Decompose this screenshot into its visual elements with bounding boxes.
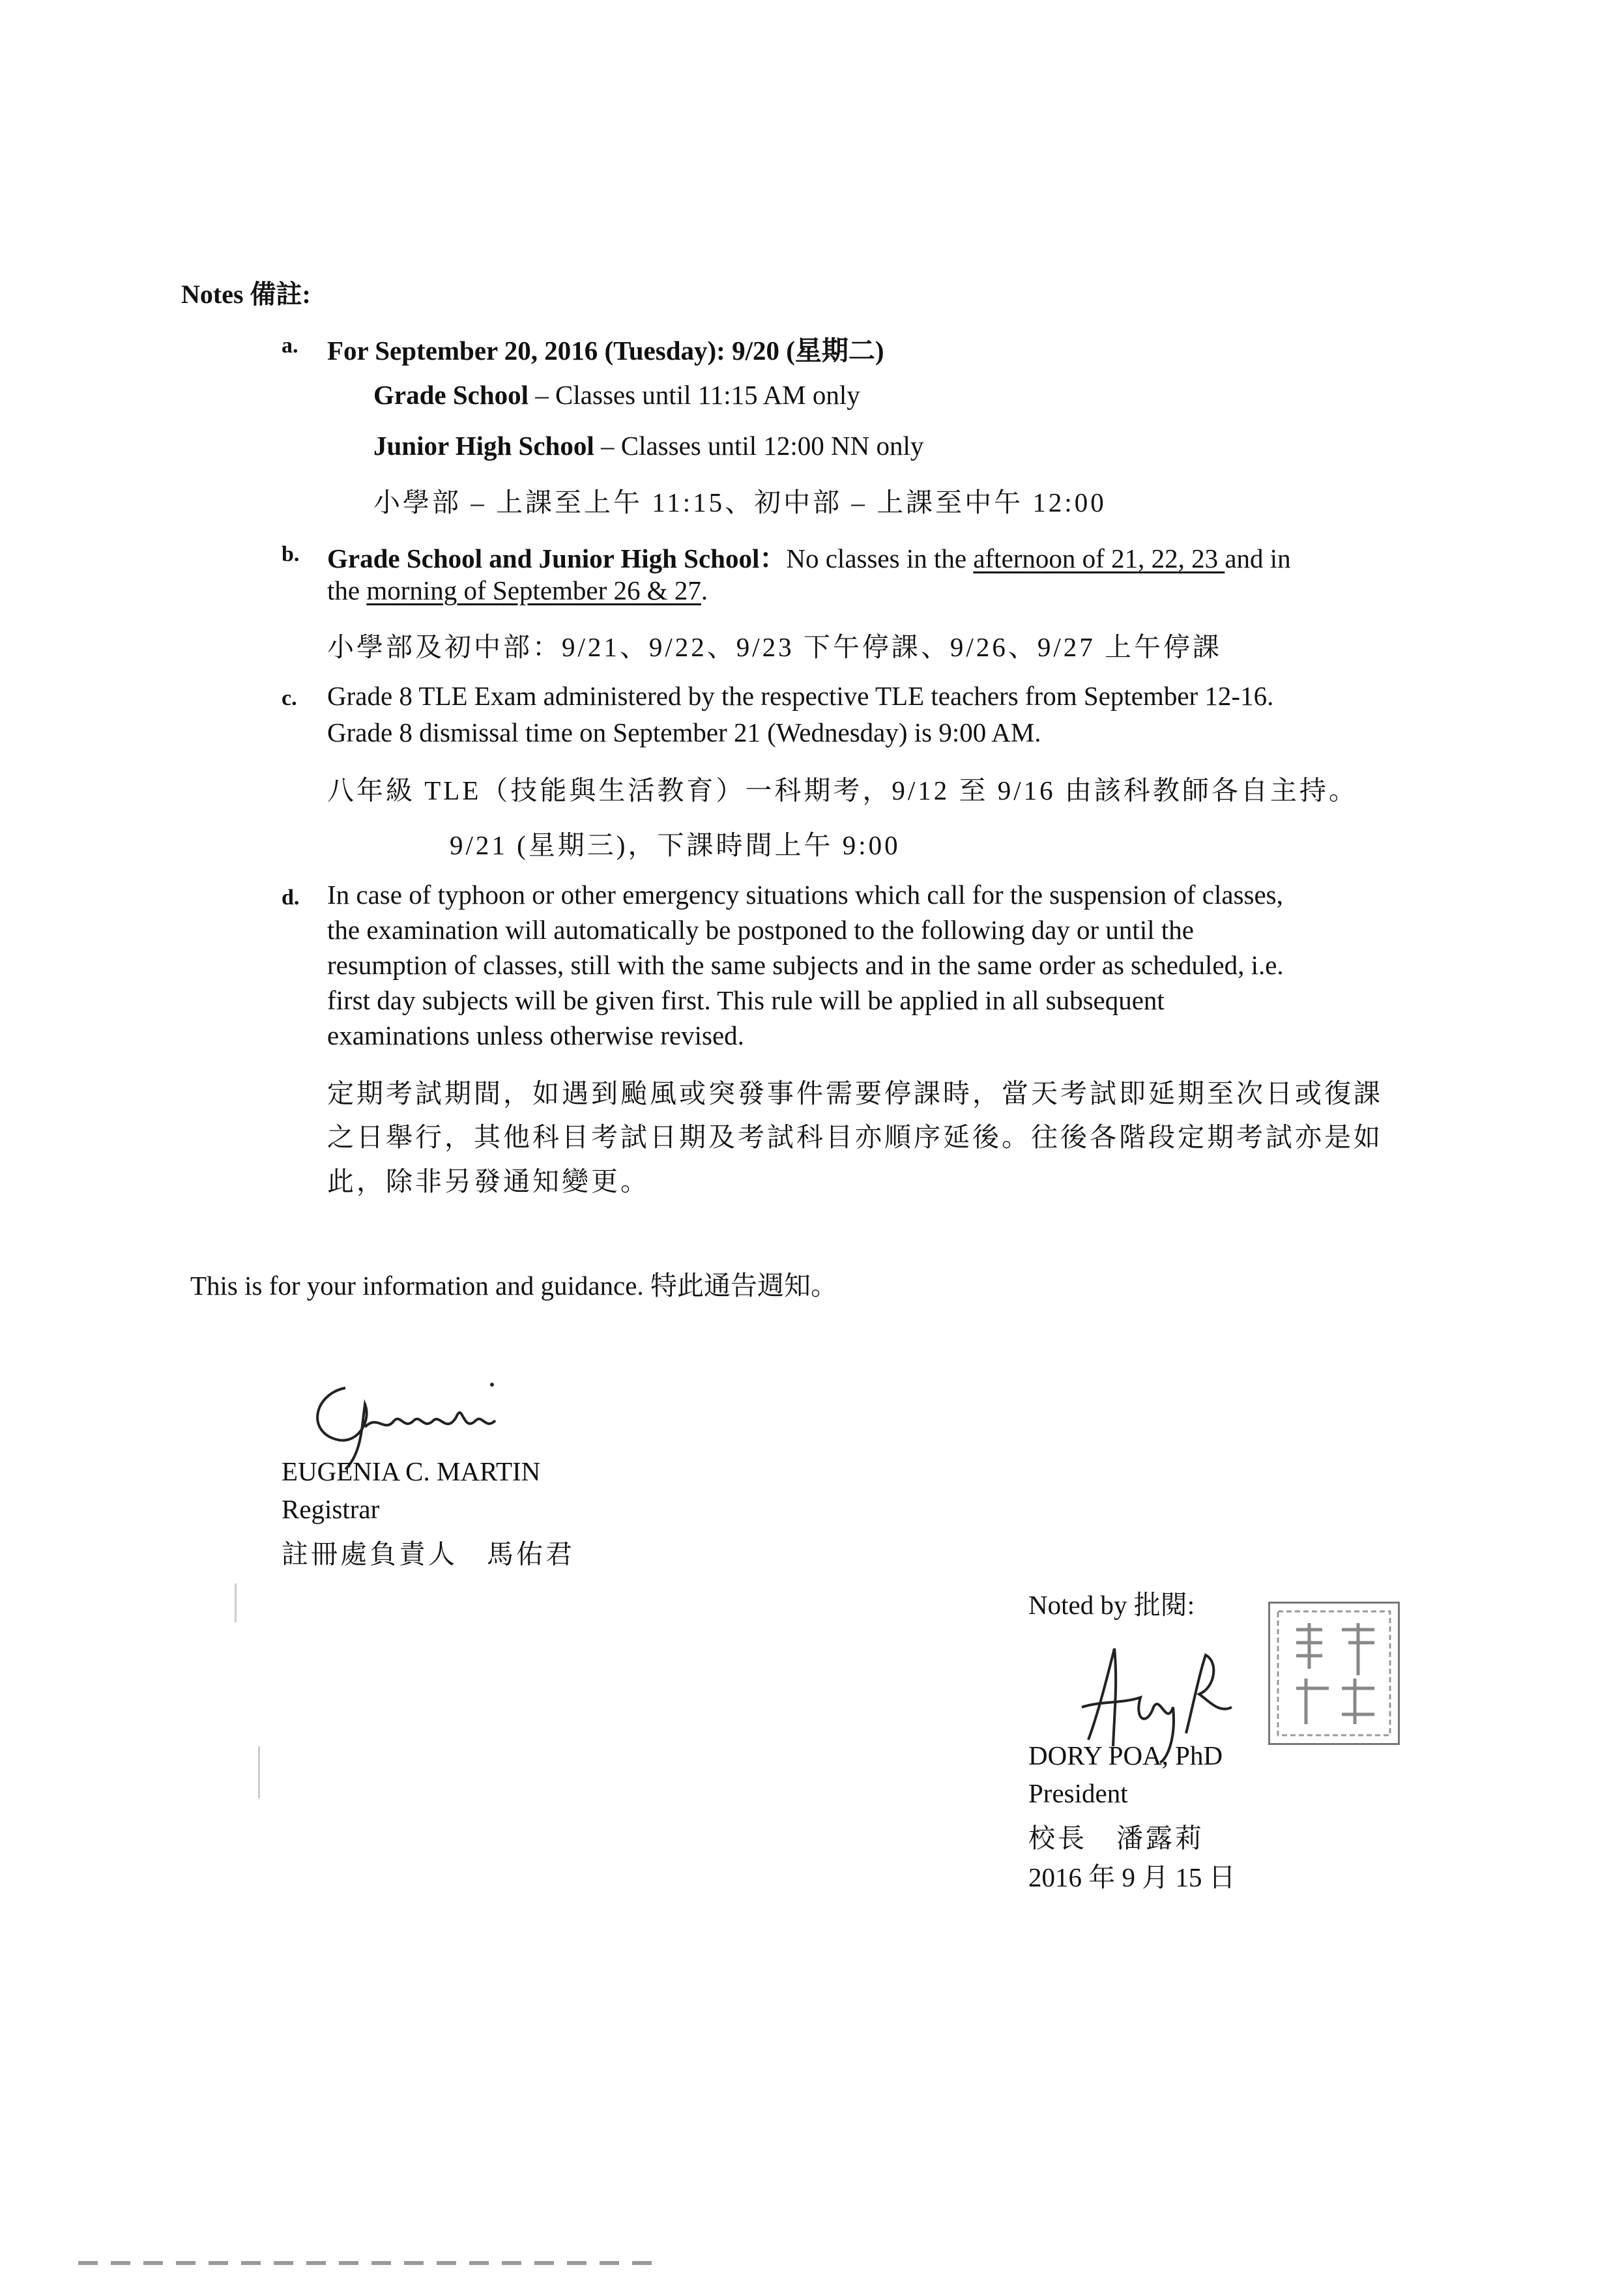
notes-heading: Notes 備註: xyxy=(181,280,311,309)
item-b-marker: b. xyxy=(282,542,300,566)
item-d-line3: resumption of classes, still with the same subjects and in the same order as scheduled, i.e. xyxy=(327,950,1284,980)
item-c-line1: Grade 8 TLE Exam administered by the respective TLE teachers from September 12-16. xyxy=(327,681,1274,711)
item-d-chinese-1: 定期考試期間，如遇到颱風或突發事件需要停課時，當天考試即延期至次日或復課 xyxy=(327,1078,1383,1108)
president-chinese: 校長 潘露莉 xyxy=(1028,1823,1204,1853)
scan-artifact-bottom-edge xyxy=(78,2261,665,2265)
item-b-label: Grade School and Junior High School xyxy=(327,543,760,573)
item-b-text1: No classes in the xyxy=(786,543,974,573)
item-b-chinese: 小學部及初中部：9/21、9/22、9/23 下午停課、9/26、9/27 上午停課 xyxy=(327,632,1222,662)
grade-school-text: – Classes until 11:15 AM only xyxy=(529,380,860,410)
registrar-name: EUGENIA C. MARTIN xyxy=(282,1456,541,1486)
item-b-colon: ： xyxy=(759,543,787,573)
item-b-morning-dates: morning of September 26 & 27 xyxy=(366,575,701,605)
item-d-line2: the examination will automatically be postponed to the following day or until the xyxy=(327,915,1194,945)
junior-high-label: Junior High School xyxy=(373,431,594,461)
item-b-line2 xyxy=(327,575,708,606)
official-seal-stamp xyxy=(1268,1602,1400,1745)
grade-school-label: Grade School xyxy=(373,380,529,410)
scan-artifact-mark xyxy=(235,1583,237,1622)
president-title: President xyxy=(1028,1778,1128,1808)
item-a-grade-school-line xyxy=(373,379,860,411)
registrar-chinese: 註冊處負責人 馬佑君 xyxy=(282,1539,575,1569)
item-d-line1: In case of typhoon or other emergency situations which call for the suspension of classes, xyxy=(327,880,1283,910)
item-c-marker: c. xyxy=(282,686,297,710)
closing-statement: This is for your information and guidance. 特此通告週知。 xyxy=(190,1271,837,1301)
item-a-title: For September 20, 2016 (Tuesday): 9/20 (星期二) xyxy=(327,336,884,366)
item-a-junior-high-line xyxy=(373,430,923,461)
item-d-marker: d. xyxy=(282,886,300,910)
noted-by-label: Noted by 批閱: xyxy=(1028,1590,1195,1620)
president-name: DORY POA, PhD xyxy=(1028,1740,1223,1770)
item-d-line4: first day subjects will be given first. This rule will be applied in all subsequent xyxy=(327,985,1165,1015)
item-a-marker: a. xyxy=(282,334,298,358)
junior-high-text: – Classes until 12:00 NN only xyxy=(594,431,924,461)
item-d-chinese-3: 此，除非另發通知變更。 xyxy=(327,1166,650,1196)
scan-artifact-mark xyxy=(258,1746,260,1798)
president-date: 2016 年 9 月 15 日 xyxy=(1028,1862,1236,1892)
item-c-line2: Grade 8 dismissal time on September 21 (Wednesday) is 9:00 AM. xyxy=(327,717,1041,747)
item-b-line1 xyxy=(327,537,1291,575)
item-b-afternoon-dates: afternoon of 21, 22, 23 xyxy=(973,543,1225,573)
item-a-chinese: 小學部 – 上課至上午 11:15、初中部 – 上課至中午 12:00 xyxy=(373,487,1107,517)
item-c-chinese-2: 9/21 (星期三)，下課時間上午 9:00 xyxy=(450,830,901,860)
item-d-line5: examinations unless otherwise revised. xyxy=(327,1020,744,1050)
item-d-chinese-2: 之日舉行，其他科目考試日期及考試科目亦順序延後。往後各階段定期考試亦是如 xyxy=(327,1122,1383,1152)
registrar-title: Registrar xyxy=(282,1494,380,1524)
item-b-text2: and in xyxy=(1225,543,1291,573)
item-c-chinese-1: 八年級 TLE（技能與生活教育）一科期考，9/12 至 9/16 由該科教師各自主持。 xyxy=(327,775,1358,805)
item-b-text3: the xyxy=(327,575,367,605)
item-b-text4: . xyxy=(701,575,708,605)
